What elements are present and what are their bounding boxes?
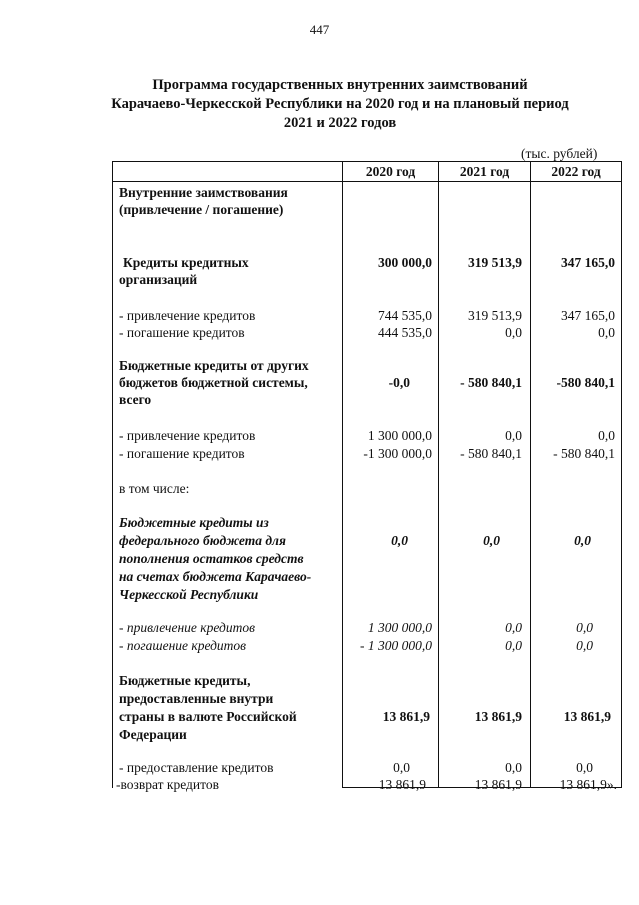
- credit-orgs-repay-2021: 0,0: [505, 325, 522, 340]
- domestic-row-label-1: - предоставление кредитов: [119, 760, 274, 775]
- label-column: [113, 182, 343, 792]
- values-column-2020: [343, 182, 439, 792]
- table-header-row: [113, 162, 622, 182]
- domestic-label-3: страны в валюте Российской: [119, 709, 297, 724]
- credit-orgs-total-2022: 347 165,0: [561, 255, 615, 270]
- budget-credits-repay-2022: - 580 840,1: [553, 446, 615, 461]
- domestic-return-2020: 13 861,9: [378, 777, 426, 792]
- title-line-2: Карачаево-Черкесской Республики на 2020 год и на плановый период: [111, 96, 569, 112]
- budget-credits-raise-2022: 0,0: [598, 428, 615, 443]
- intro-line-2: (привлечение / погашение): [119, 202, 284, 217]
- borrowing-table: [112, 161, 622, 792]
- credit-orgs-label-1: Кредиты кредитных: [123, 255, 249, 270]
- federal-row-label-1: - привлечение кредитов: [119, 620, 255, 635]
- page-number: 447: [309, 22, 330, 37]
- units-note: (тыс. рублей): [521, 146, 598, 161]
- budget-credits-row-label-1: - привлечение кредитов: [119, 428, 256, 443]
- federal-label-3: пополнения остатков средств: [119, 551, 304, 566]
- header-year-2022: 2022 год: [531, 162, 622, 182]
- table-body-row: [113, 182, 622, 788]
- federal-label-4: на счетах бюджета Карачаево-: [119, 569, 312, 584]
- credit-orgs-total-2021: 319 513,9: [468, 255, 522, 270]
- budget-credits-label-3: всего: [119, 392, 152, 407]
- including-label: в том числе:: [119, 481, 190, 496]
- header-year-2021: 2021 год: [439, 162, 531, 182]
- domestic-label-2: предоставленные внутри: [119, 691, 274, 706]
- domestic-row-label-2: -возврат кредитов: [116, 777, 219, 792]
- domestic-provide-2021: 0,0: [505, 760, 522, 775]
- domestic-return-2021: 13 861,9: [474, 777, 522, 792]
- federal-label-1: Бюджетные кредиты из: [119, 515, 269, 530]
- values-column-2022: [531, 182, 622, 792]
- federal-repay-2021: 0,0: [505, 638, 522, 653]
- domestic-total-2021: 13 861,9: [474, 709, 522, 724]
- budget-credits-raise-2021: 0,0: [505, 428, 522, 443]
- title-line-1: Программа государственных внутренних заимствований: [152, 77, 528, 93]
- header-label-cell: [113, 162, 343, 182]
- domestic-label-4: Федерации: [119, 727, 187, 742]
- domestic-return-2022: 13 861,9».: [559, 777, 617, 792]
- budget-credits-row-label-2: - погашение кредитов: [119, 446, 245, 461]
- budget-credits-total-2021: - 580 840,1: [460, 375, 522, 390]
- credit-orgs-row-label-1: - привлечение кредитов: [119, 308, 256, 323]
- federal-raise-2020: 1 300 000,0: [367, 620, 432, 635]
- credit-orgs-raise-2020: 744 535,0: [378, 308, 432, 323]
- domestic-total-2020: 13 861,9: [382, 709, 430, 724]
- federal-label-2: федерального бюджета для: [119, 533, 286, 548]
- federal-total-2021: 0,0: [483, 533, 500, 548]
- federal-row-label-2: - погашение кредитов: [119, 638, 247, 653]
- header-year-2020: 2020 год: [343, 162, 439, 182]
- budget-credits-raise-2020: 1 300 000,0: [367, 428, 432, 443]
- federal-repay-2020: - 1 300 000,0: [360, 638, 432, 653]
- federal-label-5: Черкесской Республики: [119, 587, 259, 602]
- credit-orgs-row-label-2: - погашение кредитов: [119, 325, 245, 340]
- credit-orgs-repay-2020: 444 535,0: [378, 325, 432, 340]
- budget-credits-label-1: Бюджетные кредиты от других: [119, 358, 309, 373]
- budget-credits-repay-2020: -1 300 000,0: [363, 446, 432, 461]
- credit-orgs-repay-2022: 0,0: [598, 325, 615, 340]
- credit-orgs-raise-2022: 347 165,0: [561, 308, 615, 323]
- budget-credits-label-2: бюджетов бюджетной системы,: [119, 375, 308, 390]
- document-title: [80, 76, 600, 133]
- intro-line-1: Внутренние заимствования: [119, 185, 288, 200]
- credit-orgs-raise-2021: 319 513,9: [468, 308, 522, 323]
- credit-orgs-total-2020: 300 000,0: [378, 255, 432, 270]
- domestic-label-1: Бюджетные кредиты,: [119, 673, 251, 688]
- federal-total-2022: 0,0: [574, 533, 591, 548]
- federal-total-2020: 0,0: [391, 533, 408, 548]
- federal-raise-2021: 0,0: [505, 620, 522, 635]
- budget-credits-total-2022: -580 840,1: [556, 375, 615, 390]
- domestic-provide-2020: 0,0: [393, 760, 410, 775]
- domestic-provide-2022: 0,0: [576, 760, 593, 775]
- values-column-2021: [439, 182, 531, 792]
- budget-credits-total-2020: -0,0: [388, 375, 410, 390]
- budget-credits-repay-2021: - 580 840,1: [460, 446, 522, 461]
- domestic-total-2022: 13 861,9: [563, 709, 611, 724]
- title-line-3: 2021 и 2022 годов: [283, 115, 397, 131]
- federal-raise-2022: 0,0: [576, 620, 593, 635]
- credit-orgs-label-2: организаций: [119, 272, 198, 287]
- federal-repay-2022: 0,0: [576, 638, 593, 653]
